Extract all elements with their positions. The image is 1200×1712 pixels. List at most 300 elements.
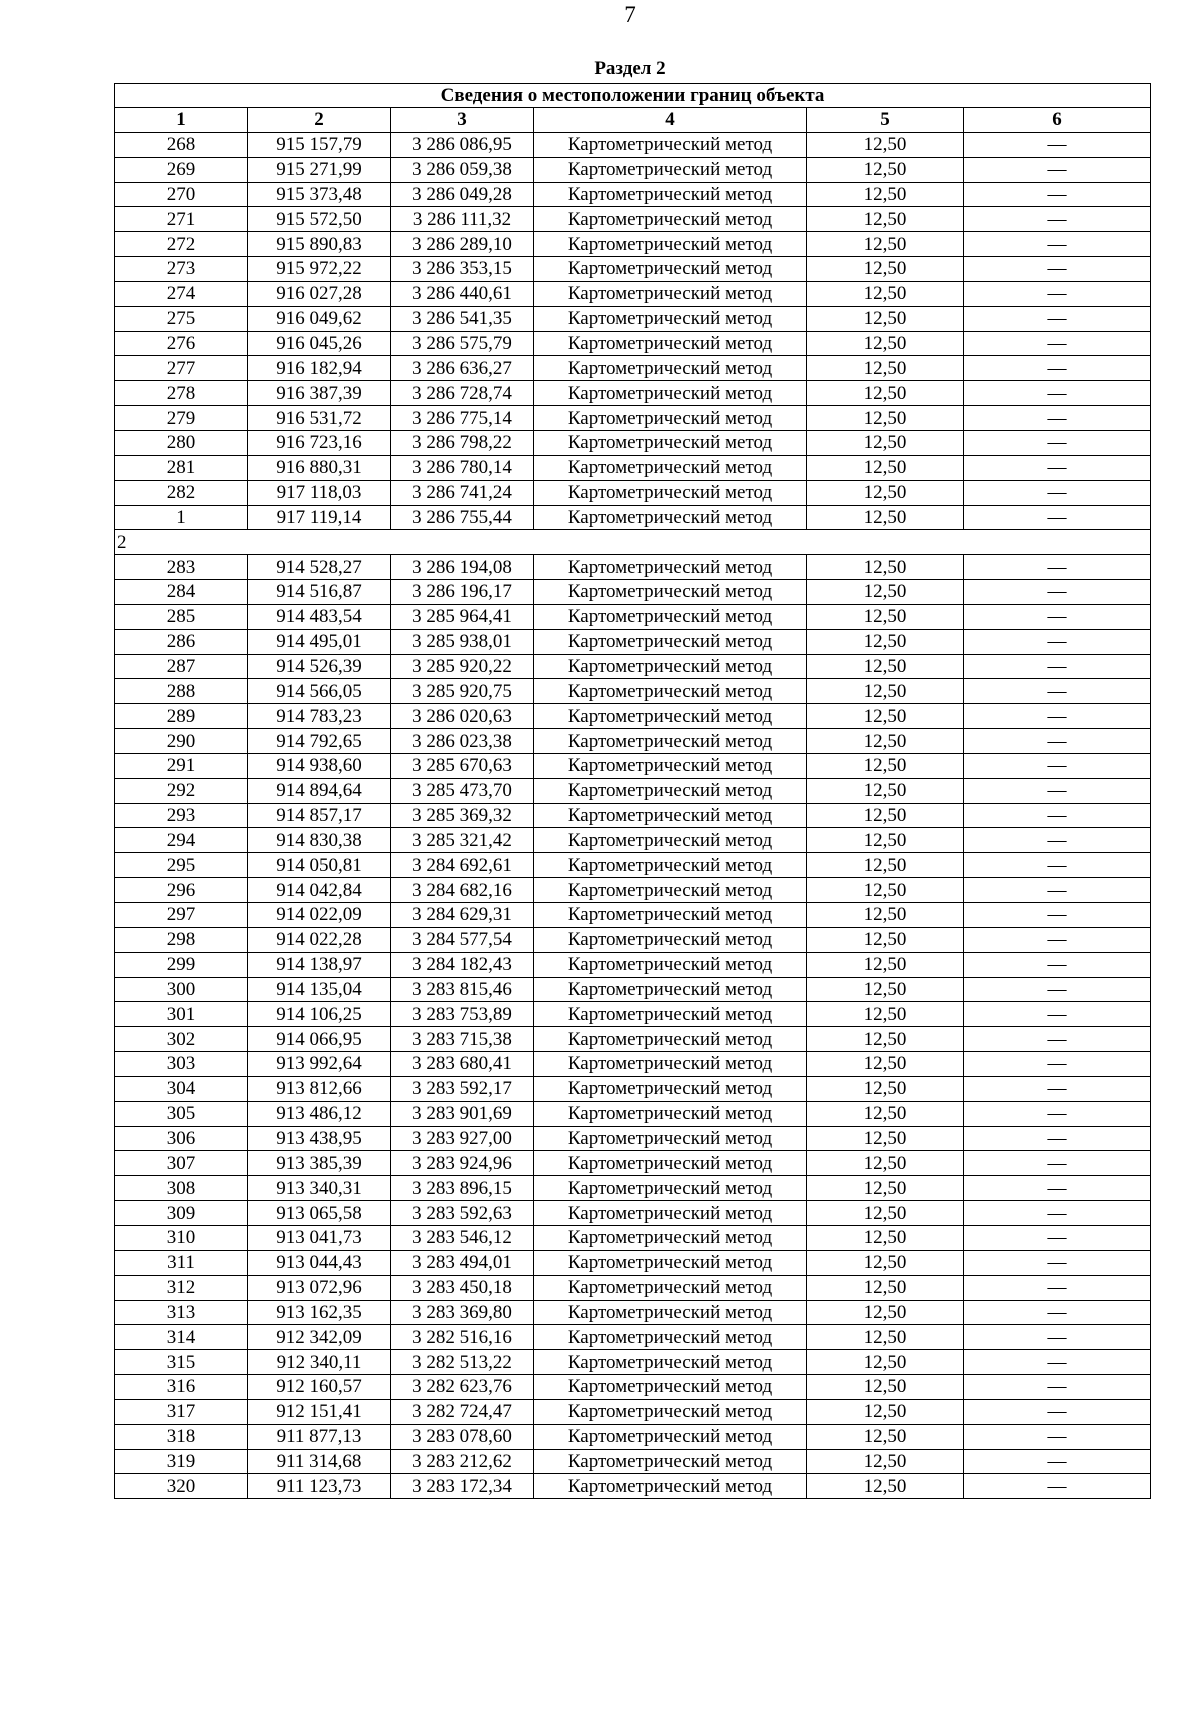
table-row [115,604,1151,629]
point-number: 311 [115,1250,248,1275]
table-row [115,1325,1151,1350]
point-number: 281 [115,455,248,480]
note: — [964,406,1151,431]
table-row [115,331,1151,356]
table-row [115,1375,1151,1400]
accuracy-value: 12,50 [807,952,964,977]
determination-method: Картометрический метод [534,1250,807,1275]
point-number: 277 [115,356,248,381]
table-row [115,306,1151,331]
point-number: 316 [115,1375,248,1400]
note: — [964,1300,1151,1325]
point-number: 273 [115,257,248,282]
determination-method: Картометрический метод [534,729,807,754]
coordinate-y: 3 285 369,32 [391,803,534,828]
coordinate-y: 3 283 680,41 [391,1052,534,1077]
point-number: 308 [115,1176,248,1201]
coordinate-x: 916 182,94 [248,356,391,381]
point-number: 268 [115,132,248,157]
coordinate-y: 3 283 715,38 [391,1027,534,1052]
determination-method: Картометрический метод [534,1449,807,1474]
accuracy-value: 12,50 [807,753,964,778]
boundary-coordinates-table [114,83,1151,1499]
point-number: 292 [115,778,248,803]
note: — [964,1151,1151,1176]
note: — [964,555,1151,580]
coordinate-y: 3 284 692,61 [391,853,534,878]
point-number: 283 [115,555,248,580]
determination-method: Картометрический метод [534,505,807,530]
accuracy-value: 12,50 [807,281,964,306]
point-number: 301 [115,1002,248,1027]
coordinate-x: 911 123,73 [248,1474,391,1499]
coordinate-y: 3 286 353,15 [391,257,534,282]
table-row [115,1027,1151,1052]
determination-method: Картометрический метод [534,1325,807,1350]
determination-method: Картометрический метод [534,1101,807,1126]
note: — [964,1126,1151,1151]
coordinate-x: 914 022,28 [248,927,391,952]
table-row [115,505,1151,530]
accuracy-value: 12,50 [807,1151,964,1176]
coordinate-x: 916 387,39 [248,381,391,406]
note: — [964,1076,1151,1101]
table-row [115,1275,1151,1300]
coordinate-y: 3 283 753,89 [391,1002,534,1027]
point-number: 313 [115,1300,248,1325]
accuracy-value: 12,50 [807,778,964,803]
accuracy-value: 12,50 [807,977,964,1002]
determination-method: Картометрический метод [534,828,807,853]
coordinate-y: 3 282 724,47 [391,1399,534,1424]
note: — [964,604,1151,629]
coordinate-x: 911 877,13 [248,1424,391,1449]
coordinate-y: 3 285 321,42 [391,828,534,853]
note: — [964,182,1151,207]
coordinate-x: 913 041,73 [248,1225,391,1250]
determination-method: Картометрический метод [534,306,807,331]
point-number: 287 [115,654,248,679]
coordinate-y: 3 286 023,38 [391,729,534,754]
point-number: 1 [115,505,248,530]
point-number: 310 [115,1225,248,1250]
point-number: 309 [115,1201,248,1226]
determination-method: Картометрический метод [534,232,807,257]
coordinate-y: 3 286 059,38 [391,157,534,182]
accuracy-value: 12,50 [807,729,964,754]
coordinate-y: 3 286 196,17 [391,580,534,605]
coordinate-y: 3 286 636,27 [391,356,534,381]
table-row [115,629,1151,654]
point-number: 272 [115,232,248,257]
coordinate-x: 913 044,43 [248,1250,391,1275]
accuracy-value: 12,50 [807,1076,964,1101]
note: — [964,381,1151,406]
accuracy-value: 12,50 [807,1325,964,1350]
accuracy-value: 12,50 [807,505,964,530]
note: — [964,132,1151,157]
accuracy-value: 12,50 [807,182,964,207]
coordinate-x: 914 483,54 [248,604,391,629]
coordinate-y: 3 284 629,31 [391,903,534,928]
accuracy-value: 12,50 [807,257,964,282]
table-row [115,232,1151,257]
accuracy-value: 12,50 [807,1002,964,1027]
determination-method: Картометрический метод [534,331,807,356]
table-row [115,1474,1151,1499]
note: — [964,157,1151,182]
determination-method: Картометрический метод [534,455,807,480]
determination-method: Картометрический метод [534,679,807,704]
table-caption: Сведения о местоположении границ объекта [115,84,1151,108]
determination-method: Картометрический метод [534,1126,807,1151]
coordinate-y: 3 285 473,70 [391,778,534,803]
note: — [964,952,1151,977]
coordinate-y: 3 286 780,14 [391,455,534,480]
table-row [115,1399,1151,1424]
coordinate-y: 3 283 172,34 [391,1474,534,1499]
coordinate-y: 3 286 575,79 [391,331,534,356]
coordinate-x: 914 857,17 [248,803,391,828]
accuracy-value: 12,50 [807,580,964,605]
coordinate-y: 3 282 513,22 [391,1350,534,1375]
point-number: 275 [115,306,248,331]
column-number: 3 [391,108,534,133]
coordinate-x: 916 723,16 [248,430,391,455]
accuracy-value: 12,50 [807,1399,964,1424]
coordinate-y: 3 284 577,54 [391,927,534,952]
point-number: 320 [115,1474,248,1499]
determination-method: Картометрический метод [534,1300,807,1325]
coordinate-x: 915 157,79 [248,132,391,157]
coordinate-x: 912 151,41 [248,1399,391,1424]
coordinate-x: 913 812,66 [248,1076,391,1101]
point-number: 288 [115,679,248,704]
table-row [115,704,1151,729]
table-row [115,207,1151,232]
note: — [964,1225,1151,1250]
note: — [964,853,1151,878]
coordinate-y: 3 286 741,24 [391,480,534,505]
table-row [115,555,1151,580]
coordinate-y: 3 284 682,16 [391,878,534,903]
table-row [115,281,1151,306]
determination-method: Картометрический метод [534,629,807,654]
coordinate-x: 914 106,25 [248,1002,391,1027]
coordinate-x: 914 792,65 [248,729,391,754]
table-row [115,878,1151,903]
determination-method: Картометрический метод [534,952,807,977]
determination-method: Картометрический метод [534,1151,807,1176]
accuracy-value: 12,50 [807,803,964,828]
determination-method: Картометрический метод [534,803,807,828]
coordinate-y: 3 283 592,17 [391,1076,534,1101]
table-row [115,1076,1151,1101]
accuracy-value: 12,50 [807,1201,964,1226]
coordinate-x: 913 438,95 [248,1126,391,1151]
accuracy-value: 12,50 [807,853,964,878]
coordinate-y: 3 286 541,35 [391,306,534,331]
point-number: 319 [115,1449,248,1474]
coordinate-x: 916 027,28 [248,281,391,306]
determination-method: Картометрический метод [534,132,807,157]
accuracy-value: 12,50 [807,480,964,505]
table-row [115,356,1151,381]
note: — [964,828,1151,853]
coordinate-y: 3 283 901,69 [391,1101,534,1126]
coordinate-x: 914 066,95 [248,1027,391,1052]
note: — [964,729,1151,754]
table-row [115,580,1151,605]
accuracy-value: 12,50 [807,903,964,928]
accuracy-value: 12,50 [807,927,964,952]
coordinate-x: 913 162,35 [248,1300,391,1325]
coordinate-x: 912 342,09 [248,1325,391,1350]
coordinate-x: 916 049,62 [248,306,391,331]
coordinate-y: 3 283 450,18 [391,1275,534,1300]
coordinate-y: 3 285 920,75 [391,679,534,704]
determination-method: Картометрический метод [534,927,807,952]
determination-method: Картометрический метод [534,182,807,207]
point-number: 314 [115,1325,248,1350]
note: — [964,1424,1151,1449]
point-number: 282 [115,480,248,505]
accuracy-value: 12,50 [807,1300,964,1325]
coordinate-x: 914 783,23 [248,704,391,729]
determination-method: Картометрический метод [534,654,807,679]
table-row [115,952,1151,977]
accuracy-value: 12,50 [807,1424,964,1449]
table-row [115,406,1151,431]
point-number: 304 [115,1076,248,1101]
point-number: 306 [115,1126,248,1151]
point-number: 269 [115,157,248,182]
point-number: 296 [115,878,248,903]
determination-method: Картометрический метод [534,604,807,629]
accuracy-value: 12,50 [807,1101,964,1126]
coordinate-y: 3 286 111,32 [391,207,534,232]
coordinate-y: 3 286 086,95 [391,132,534,157]
determination-method: Картометрический метод [534,1350,807,1375]
table-row [115,1225,1151,1250]
note: — [964,903,1151,928]
point-number: 298 [115,927,248,952]
accuracy-value: 12,50 [807,381,964,406]
note: — [964,1201,1151,1226]
table-row [115,753,1151,778]
coordinate-y: 3 283 546,12 [391,1225,534,1250]
point-number: 279 [115,406,248,431]
note: — [964,1027,1151,1052]
table-row [115,257,1151,282]
table-row [115,778,1151,803]
note: — [964,480,1151,505]
accuracy-value: 12,50 [807,132,964,157]
coordinate-x: 916 880,31 [248,455,391,480]
determination-method: Картометрический метод [534,704,807,729]
determination-method: Картометрический метод [534,1399,807,1424]
determination-method: Картометрический метод [534,1275,807,1300]
table-row [115,132,1151,157]
table-row [115,157,1151,182]
accuracy-value: 12,50 [807,704,964,729]
point-number: 302 [115,1027,248,1052]
contour-label: 2 [115,530,1151,555]
note: — [964,356,1151,381]
column-number-row [115,108,1151,133]
coordinate-y: 3 285 938,01 [391,629,534,654]
determination-method: Картометрический метод [534,430,807,455]
accuracy-value: 12,50 [807,1225,964,1250]
determination-method: Картометрический метод [534,555,807,580]
note: — [964,1325,1151,1350]
table-row [115,903,1151,928]
coordinate-y: 3 283 815,46 [391,977,534,1002]
point-number: 280 [115,430,248,455]
coordinate-x: 914 042,84 [248,878,391,903]
accuracy-value: 12,50 [807,232,964,257]
note: — [964,455,1151,480]
table-row [115,1176,1151,1201]
coordinate-y: 3 286 194,08 [391,555,534,580]
coordinate-x: 914 138,97 [248,952,391,977]
coordinate-x: 913 385,39 [248,1151,391,1176]
accuracy-value: 12,50 [807,1375,964,1400]
section-title: Раздел 2 [594,58,666,79]
note: — [964,281,1151,306]
determination-method: Картометрический метод [534,1424,807,1449]
coordinate-y: 3 284 182,43 [391,952,534,977]
table-row [115,828,1151,853]
coordinate-y: 3 283 494,01 [391,1250,534,1275]
coordinate-y: 3 286 798,22 [391,430,534,455]
accuracy-value: 12,50 [807,1275,964,1300]
coordinate-x: 912 160,57 [248,1375,391,1400]
point-number: 317 [115,1399,248,1424]
note: — [964,1449,1151,1474]
accuracy-value: 12,50 [807,406,964,431]
point-number: 294 [115,828,248,853]
determination-method: Картометрический метод [534,753,807,778]
point-number: 312 [115,1275,248,1300]
accuracy-value: 12,50 [807,1027,964,1052]
accuracy-value: 12,50 [807,1250,964,1275]
accuracy-value: 12,50 [807,1176,964,1201]
accuracy-value: 12,50 [807,555,964,580]
coordinate-y: 3 286 775,14 [391,406,534,431]
table-row [115,853,1151,878]
determination-method: Картометрический метод [534,406,807,431]
point-number: 297 [115,903,248,928]
column-number: 6 [964,108,1151,133]
coordinate-y: 3 283 592,63 [391,1201,534,1226]
coordinate-x: 915 373,48 [248,182,391,207]
coordinate-y: 3 283 896,15 [391,1176,534,1201]
note: — [964,580,1151,605]
coordinate-x: 912 340,11 [248,1350,391,1375]
coordinate-x: 914 938,60 [248,753,391,778]
determination-method: Картометрический метод [534,1176,807,1201]
point-number: 303 [115,1052,248,1077]
coordinate-y: 3 282 516,16 [391,1325,534,1350]
note: — [964,1375,1151,1400]
point-number: 293 [115,803,248,828]
determination-method: Картометрический метод [534,1076,807,1101]
table-row [115,1052,1151,1077]
accuracy-value: 12,50 [807,1449,964,1474]
table-row [115,1201,1151,1226]
coordinate-y: 3 286 020,63 [391,704,534,729]
determination-method: Картометрический метод [534,207,807,232]
coordinate-y: 3 286 049,28 [391,182,534,207]
coordinate-x: 913 065,58 [248,1201,391,1226]
accuracy-value: 12,50 [807,356,964,381]
note: — [964,1399,1151,1424]
note: — [964,803,1151,828]
accuracy-value: 12,50 [807,455,964,480]
coordinate-x: 914 135,04 [248,977,391,1002]
determination-method: Картометрический метод [534,977,807,1002]
accuracy-value: 12,50 [807,1052,964,1077]
accuracy-value: 12,50 [807,306,964,331]
determination-method: Картометрический метод [534,381,807,406]
table-row [115,381,1151,406]
note: — [964,977,1151,1002]
note: — [964,505,1151,530]
table-row [115,1350,1151,1375]
table-row [115,1250,1151,1275]
point-number: 300 [115,977,248,1002]
note: — [964,1350,1151,1375]
point-number: 318 [115,1424,248,1449]
determination-method: Картометрический метод [534,778,807,803]
determination-method: Картометрический метод [534,1027,807,1052]
coordinate-x: 913 072,96 [248,1275,391,1300]
note: — [964,1176,1151,1201]
coordinate-y: 3 282 623,76 [391,1375,534,1400]
determination-method: Картометрический метод [534,1375,807,1400]
note: — [964,1002,1151,1027]
determination-method: Картометрический метод [534,157,807,182]
coordinate-y: 3 283 078,60 [391,1424,534,1449]
note: — [964,654,1151,679]
point-number: 290 [115,729,248,754]
note: — [964,207,1151,232]
point-number: 270 [115,182,248,207]
determination-method: Картометрический метод [534,1201,807,1226]
point-number: 315 [115,1350,248,1375]
coordinate-x: 914 495,01 [248,629,391,654]
accuracy-value: 12,50 [807,331,964,356]
accuracy-value: 12,50 [807,878,964,903]
coordinate-y: 3 283 369,80 [391,1300,534,1325]
coordinate-x: 916 045,26 [248,331,391,356]
accuracy-value: 12,50 [807,654,964,679]
accuracy-value: 12,50 [807,679,964,704]
point-number: 291 [115,753,248,778]
table-row [115,1002,1151,1027]
column-number: 4 [534,108,807,133]
coordinate-x: 914 528,27 [248,555,391,580]
determination-method: Картометрический метод [534,1002,807,1027]
table-row [115,729,1151,754]
accuracy-value: 12,50 [807,430,964,455]
note: — [964,1474,1151,1499]
coordinate-x: 916 531,72 [248,406,391,431]
accuracy-value: 12,50 [807,1350,964,1375]
contour-label-row [115,530,1151,555]
coordinate-x: 915 572,50 [248,207,391,232]
